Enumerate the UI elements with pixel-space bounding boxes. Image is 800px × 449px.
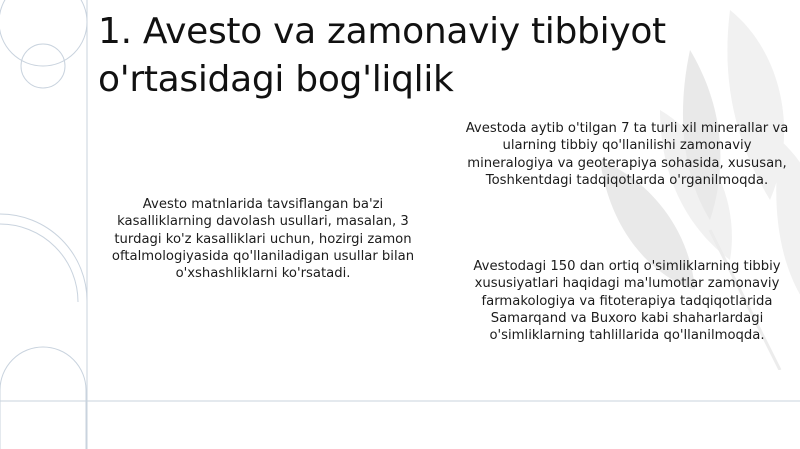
right-bottom-paragraph: Avestodagi 150 dan ortiq o'simliklarning tibbiy xususiyatlari haqidagi ma'lumotlar zamonaviy farmakologiya va fitoterapiya tadqiqotlarida Samarqand va Buxoro kabi shaharlardagi o'simliklarning tahlillarida qo'llanilmoqda. (473, 259, 781, 344)
right-top-paragraph: Avestoda aytib o'tilgan 7 ta turli xil minerallar va ularning tibbiy qo'llanilishi zamonaviy mineralogiya va geoterapiya sohasida, xususan, Toshkentdagi tadqiqotlarda o'rganilmoqda. (465, 121, 789, 188)
left-paragraph: Avesto matnlarida tavsiflangan ba'zi kasalliklarning davolash usullari, masalan, 3 turdagi ko'z kasalliklari uchun, hozirgi zamon oftalmologiyasida qo'llaniladigan usullar bilan o'xshashliklarni ko'rsatadi. (111, 197, 415, 282)
slide-title: 1. Avesto va zamonaviy tibbiyot o'rtasidagi bog'liqlik (98, 11, 666, 100)
